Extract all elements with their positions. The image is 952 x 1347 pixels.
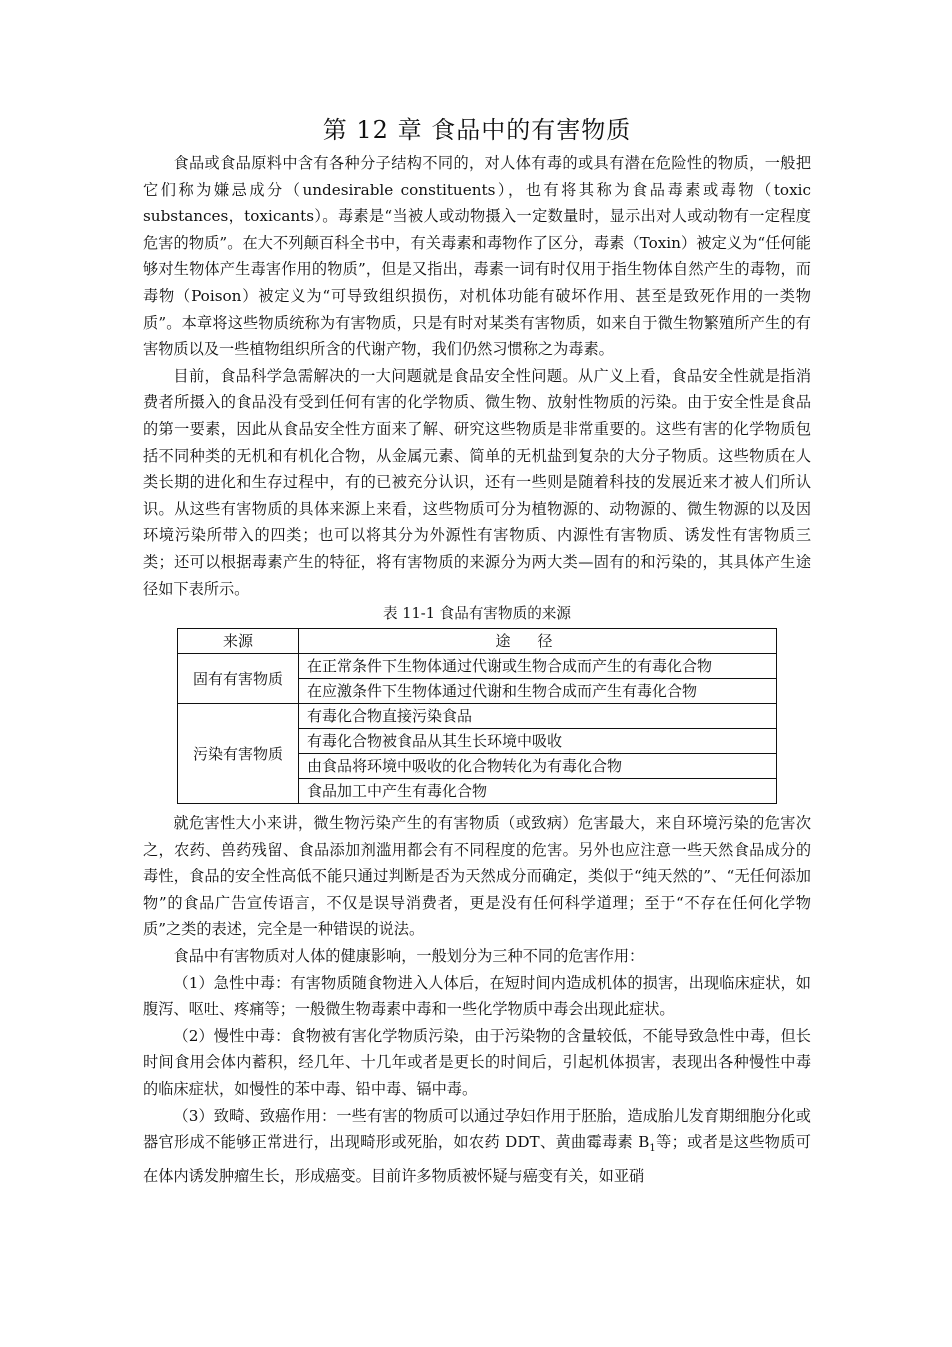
paragraph-health-effects: 食品中有害物质对人体的健康影响，一般划分为三种不同的危害作用： (173, 947, 645, 966)
harmful-sources-table (177, 628, 777, 804)
paragraph-intro: 食品或食品原料中含有各种分子结构不同的，对人体有毒的或具有潜在危险性的物质，一般把它们称为嫌忌成分（undesirable constituents），也有将其称为食品毒素或毒物（toxic substances，toxicants）。毒素是“当被人或动物摄入一定数量时，显示出对人或动物有一定程度危害的物质”。在大不列颠百科全书中，有关毒素和毒物作了区分，毒素（Toxin）被定义为“任何能够对生物体产生毒害作用的物质”，但是又指出，毒素一词有时仅用于指生物体自然产生的毒物，而毒物（Poison）被定义为“可导致组织损伤，对机体功能有破坏作用、甚至是致死作用的一类物质”。本章将这些物质统称为有害物质，只是有时对某类有害物质，如来自于微生物繁殖所产生的有害物质以及一些植物组织所含的代谢产物，我们仍然习惯称之为毒素。 (143, 154, 811, 359)
paragraph-acute: （1）急性中毒：有害物质随食物进入人体后，在短时间内造成机体的损害，出现临床症状，如腹泻、呕吐、疼痛等；一般微生物毒素中毒和一些化学物质中毒会出现此症状。 (143, 973, 811, 1019)
teratogenic-text-a: （3）致畸、致癌作用：一些有害的物质可以通过孕妇作用于胚胎，造成胎儿发育期细胞分化或器官形成不能够正常进行，出现畸形或死胎，如农药 DDT、黄曲霉毒素 B (143, 1106, 811, 1152)
table-caption: 表 11-1 食品有害物质的来源 (382, 605, 571, 623)
way-cell: 在正常条件下生物体通过代谢或生物合成而产生的有毒化合物 (299, 654, 777, 679)
way-cell: 有毒化合物被食品从其生长环境中吸收 (299, 729, 777, 754)
way-cell: 在应激条件下生物体通过代谢和生物合成而产生有毒化合物 (299, 679, 777, 704)
source-inherent: 固有有害物质 (178, 654, 299, 704)
header-way: 途径 (299, 629, 777, 654)
document-page (143, 108, 811, 1189)
way-cell: 有毒化合物直接污染食品 (299, 704, 777, 729)
paragraph-safety: 目前，食品科学急需解决的一大问题就是食品安全性问题。从广义上看，食品安全性就是指消费者所摄入的食品没有受到任何有害的化学物质、微生物、放射性物质的污染。由于安全性是食品的第一要素，因此从食品安全性方面来了解、研究这些物质是非常重要的。这些有害的化学物质包括不同种类的无机和有机化合物，从金属元素、简单的无机盐到复杂的大分子物质。这些物质在人类长期的进化和生存过程中，有的已被充分认识，还有一些则是随着科技的发展近来才被人们所认识。从这些有害物质的具体来源上来看，这些物质可分为植物源的、动物源的、微生物源的以及因环境污染所带入的四类；也可以将其分为外源性有害物质、内源性有害物质、诱发性有害物质三类；还可以根据毒素产生的特征，将有害物质的来源分为两大类—固有的和污染的，其具体产生途径如下表所示。 (143, 366, 811, 598)
source-contamination: 污染有害物质 (178, 704, 299, 804)
way-cell: 由食品将环境中吸收的化合物转化为有毒化合物 (299, 754, 777, 779)
paragraph-hazard-level: 就危害性大小来讲，微生物污染产生的有害物质（或致病）危害最大，来自环境污染的危害次之，农药、兽药残留、食品添加剂滥用都会有不同程度的危害。另外也应注意一些天然食品成分的毒性，食品的安全性高低不能只通过判断是否为天然成分而确定，类似于“纯天然的”、“无任何添加物”的食品广告宣传语言，不仅是误导消费者，更是没有任何科学道理；至于“不存在任何化学物质”之类的表述，完全是一种错误的说法。 (143, 814, 811, 939)
teratogenic-text-b: 等；或者是这些物质可在体内诱发肿瘤生长，形成癌变。目前许多物质被怀疑与癌变有关，如亚硝 (143, 1133, 811, 1185)
table-row (178, 704, 777, 729)
header-source: 来源 (178, 629, 299, 654)
way-cell: 食品加工中产生有毒化合物 (299, 779, 777, 804)
table-row (178, 654, 777, 679)
paragraph-chronic: （2）慢性中毒：食物被有害化学物质污染，由于污染物的含量较低，不能导致急性中毒，但长时间食用会体内蓄积，经几年、十几年或者是更长的时间后，引起机体损害，表现出各种慢性中毒的临床症状，如慢性的苯中毒、铅中毒、镉中毒。 (143, 1026, 811, 1099)
table-header-row (178, 629, 777, 654)
paragraph-teratogenic (143, 1103, 811, 1190)
chapter-title: 第 12 章 食品中的有害物质 (322, 116, 632, 144)
subscript: 1 (649, 1143, 656, 1155)
